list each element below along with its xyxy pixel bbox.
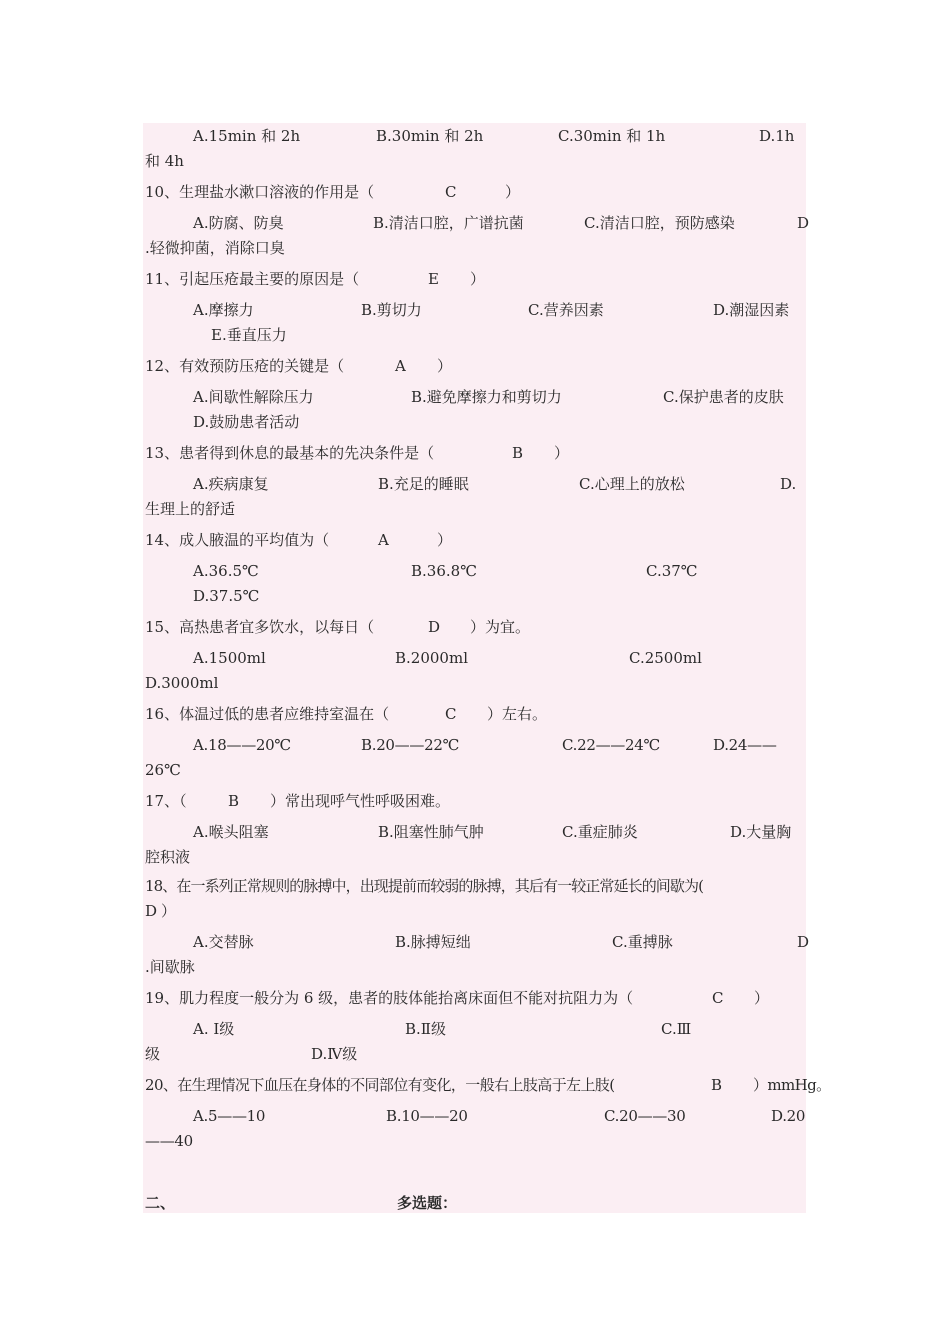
q20-stem: 20、在生理情况下血压在身体的不同部位有变化，一般右上肢高于左上肢(	[145, 1076, 615, 1094]
q17-stem: 17、（	[145, 792, 187, 810]
q19-option-b: B.Ⅱ级	[405, 1020, 446, 1038]
q18-option-b: B.脉搏短绌	[395, 933, 471, 951]
q19-stem: 19、肌力程度一般分为 6 级，患者的肢体能抬离床面但不能对抗阻力为（	[145, 989, 634, 1007]
q10-close: ）	[505, 183, 521, 201]
q12-option-b: B.避免摩擦力和剪切力	[411, 388, 562, 406]
q17-option-a: A.喉头阻塞	[193, 823, 269, 841]
q17-answer: B	[228, 792, 240, 810]
q12-option-a: A.间歇性解除压力	[193, 388, 314, 406]
q12-answer: A	[395, 357, 406, 375]
q16-option-b: B.20——22℃	[361, 736, 460, 754]
q19-close: ）	[754, 989, 770, 1007]
q19-option-c-continued: 级	[145, 1045, 161, 1063]
q17-option-d-continued: 腔积液	[145, 848, 191, 866]
q10-option-c: C.清洁口腔，预防感染	[584, 214, 735, 232]
q20-option-a: A.5——10	[193, 1107, 266, 1125]
q11-option-b: B.剪切力	[361, 301, 422, 319]
q19-option-a: A. Ⅰ级	[193, 1020, 235, 1038]
q17-option-c: C.重症肺炎	[562, 823, 638, 841]
section-title: 多选题：	[397, 1194, 458, 1212]
q11-option-c: C.营养因素	[528, 301, 604, 319]
q10-option-a: A.防腐、防臭	[193, 214, 284, 232]
q14-option-b: B.36.8℃	[411, 562, 477, 580]
q15-stem: 15、高热患者宜多饮水，以每日（	[145, 618, 375, 636]
q13-option-c: C.心理上的放松	[579, 475, 685, 493]
q10-option-d: D	[797, 214, 810, 232]
q13-option-d-continued: 生理上的舒适	[145, 500, 236, 518]
q15-option-b: B.2000ml	[395, 649, 468, 667]
q20-option-d: D.20	[771, 1107, 806, 1125]
q15-answer: D	[428, 618, 441, 636]
q12-option-d: D.鼓励患者活动	[193, 413, 300, 431]
q14-answer: A	[378, 531, 389, 549]
q16-option-a: A.18——20℃	[193, 736, 291, 754]
q19-option-c: C.Ⅲ	[661, 1020, 692, 1038]
q16-option-c: C.22——24℃	[562, 736, 660, 754]
q11-option-d: D.潮湿因素	[713, 301, 790, 319]
q12-option-c: C.保护患者的皮肤	[663, 388, 784, 406]
q16-option-d-continued: 26℃	[145, 761, 181, 779]
q18-option-a: A.交替脉	[193, 933, 254, 951]
q16-answer: C	[445, 705, 457, 723]
q14-close: ）	[437, 531, 453, 549]
q18-close: ）	[161, 902, 177, 920]
q11-option-e: E.垂直压力	[211, 326, 287, 344]
q9-option-a: A.15min 和 2h	[193, 127, 301, 145]
q13-answer: B	[512, 444, 524, 462]
q18-option-d: D	[797, 933, 810, 951]
q9-option-c: C.30min 和 1h	[558, 127, 666, 145]
q14-option-d: D.37.5℃	[193, 587, 260, 605]
q16-stem: 16、体温过低的患者应维持室温在（	[145, 705, 390, 723]
q13-option-a: A.疾病康复	[193, 475, 269, 493]
q17-option-b: B.阻塞性肺气肿	[378, 823, 484, 841]
q13-close: ）	[554, 444, 570, 462]
q20-close: ）mmHg。	[753, 1076, 831, 1094]
q15-option-c: C.2500ml	[629, 649, 702, 667]
q13-stem: 13、患者得到休息的最基本的先决条件是（	[145, 444, 435, 462]
q20-option-c: C.20——30	[604, 1107, 686, 1125]
q10-stem: 10、生理盐水漱口溶液的作用是（	[145, 183, 375, 201]
q12-close: ）	[437, 357, 453, 375]
q14-option-a: A.36.5℃	[193, 562, 259, 580]
q10-option-b: B.清洁口腔，广谱抗菌	[373, 214, 524, 232]
q13-option-d: D.	[780, 475, 797, 493]
q18-stem: 18、在一系列正常规则的脉搏中，出现提前而较弱的脉搏，其后有一较正常延长的间歇为(	[145, 877, 704, 895]
q17-close: ）常出现呼气性呼吸困难。	[270, 792, 451, 810]
q15-close: ）为宜。	[470, 618, 531, 636]
q18-answer: D	[145, 902, 158, 920]
q11-answer: E	[428, 270, 439, 288]
q11-option-a: A.摩擦力	[193, 301, 254, 319]
q16-option-d: D.24——	[713, 736, 777, 754]
q20-answer: B	[711, 1076, 723, 1094]
q11-stem: 11、引起压疮最主要的原因是（	[145, 270, 360, 288]
q10-answer: C	[445, 183, 457, 201]
section-number: 二、	[145, 1194, 176, 1212]
q9-option-d-continued: 和 4h	[145, 152, 184, 170]
q14-stem: 14、成人腋温的平均值为（	[145, 531, 330, 549]
q9-option-b: B.30min 和 2h	[376, 127, 484, 145]
q20-option-b: B.10——20	[386, 1107, 468, 1125]
q14-option-c: C.37℃	[646, 562, 698, 580]
q16-close: ）左右。	[487, 705, 548, 723]
q13-option-b: B.充足的睡眠	[378, 475, 469, 493]
q15-option-d: D.3000ml	[145, 674, 219, 692]
q12-stem: 12、有效预防压疮的关键是（	[145, 357, 345, 375]
q10-option-d-continued: .轻微抑菌，消除口臭	[145, 239, 285, 257]
q18-option-c: C.重搏脉	[612, 933, 673, 951]
q19-option-d: D.Ⅳ级	[311, 1045, 358, 1063]
q11-close: ）	[470, 270, 486, 288]
q20-option-d-continued: ——40	[145, 1132, 193, 1150]
q18-option-d-continued: .间歇脉	[145, 958, 195, 976]
q15-option-a: A.1500ml	[193, 649, 266, 667]
q19-answer: C	[712, 989, 724, 1007]
q17-option-d: D.大量胸	[730, 823, 792, 841]
q9-option-d: D.1h	[759, 127, 795, 145]
